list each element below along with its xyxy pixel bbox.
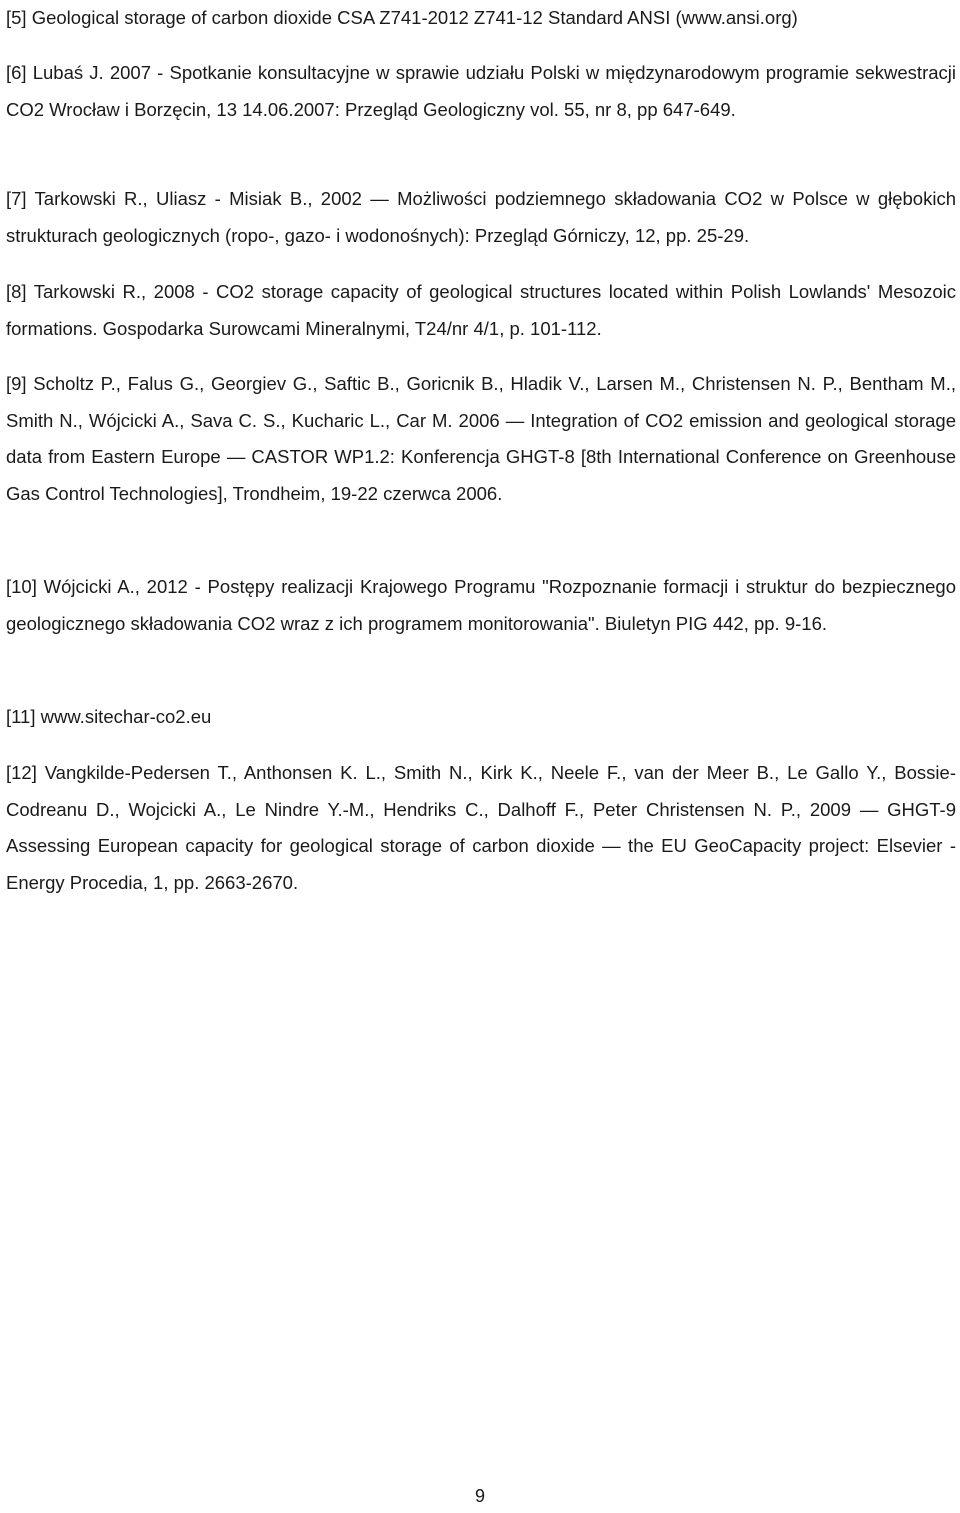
reference-item: [11] www.sitechar-co2.eu — [6, 706, 212, 727]
page-number: 9 — [474, 1486, 485, 1506]
reference-item: [5] Geological storage of carbon dioxide CSA Z741-2012 Z741-12 Standard ANSI (www.ansi.org) — [6, 7, 798, 28]
reference-item: [10] Wójcicki A., 2012 - Postępy realizacji Krajowego Programu "Rozpoznanie formacji i struktur do bezpiecznego geologicznego składowania CO2 wraz z ich programem monitorowania". Biuletyn PIG 442, pp. 9-16. — [6, 576, 956, 634]
reference-item: [7] Tarkowski R., Uliasz - Misiak B., 2002 — Możliwości podziemnego składowania CO2 w Polsce w głębokich strukturach geologicznych (ropo-, gazo- i wodonośnych): Przegląd Górniczy, 12, pp. 25-29. — [6, 188, 956, 246]
reference-item: [6] Lubaś J. 2007 - Spotkanie konsultacyjne w sprawie udziału Polski w międzynarodowym programie sekwestracji CO2 Wrocław i Borzęcin, 13 14.06.2007: Przegląd Geologiczny vol. 55, nr 8, pp 647-649. — [6, 62, 956, 120]
reference-item: [12] Vangkilde-Pedersen T., Anthonsen K. L., Smith N., Kirk K., Neele F., van der Meer B., Le Gallo Y., Bossie-Codreanu D., Wojcicki A., Le Nindre Y.-M., Hendriks C., Dalhoff F., Peter Christensen N. P., 2009 — GHGT-9 Assessing European capacity for geological storage of carbon dioxide — the EU GeoCapacity project: Elsevier - Energy Procedia, 1, pp. 2663-2670. — [6, 762, 956, 893]
reference-item: [8] Tarkowski R., 2008 - CO2 storage capacity of geological structures located within Polish Lowlands' Mesozoic formations. Gospodarka Surowcami Mineralnymi, T24/nr 4/1, p. 101-112. — [6, 281, 956, 339]
reference-item: [9] Scholtz P., Falus G., Georgiev G., Saftic B., Goricnik B., Hladik V., Larsen M., Christensen N. P., Bentham M., Smith N., Wójcicki A., Sava C. S., Kucharic L., Car M. 2006 — Integration of CO2 emission and geological storage data from Eastern Europe — CASTOR WP1.2: Konferencja GHGT-8 [8th International Conference on Greenhouse Gas Control Technologies], Trondheim, 19-22 czerwca 2006. — [6, 373, 956, 504]
